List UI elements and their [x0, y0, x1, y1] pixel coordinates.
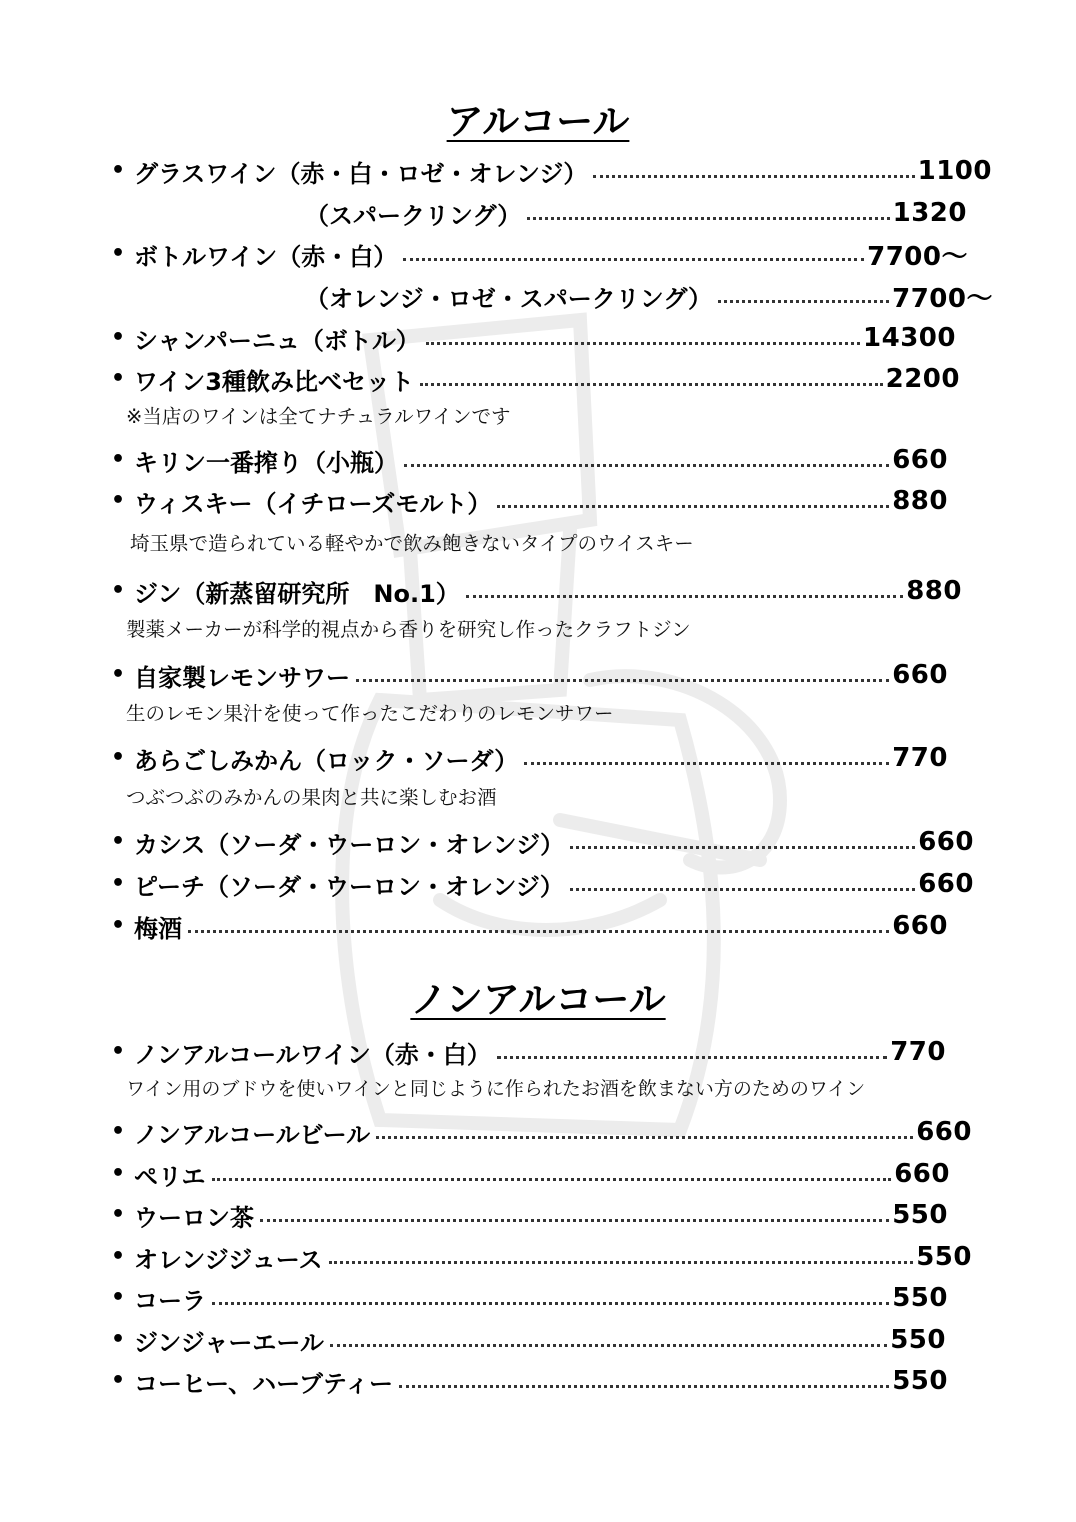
item-price: 550: [892, 1283, 948, 1313]
menu-item: • ジン（新蒸留研究所 No.1） 880: [111, 576, 962, 608]
item-price: 1320: [892, 198, 967, 228]
menu-item-variant: （オレンジ・ロゼ・スパークリング） 7700～: [305, 279, 993, 313]
item-price: 1100: [917, 156, 992, 186]
menu-item: • シャンパーニュ（ボトル） 14300: [111, 323, 956, 355]
dot-leader: [212, 1302, 889, 1305]
dot-leader: [718, 300, 889, 303]
menu-item: • グラスワイン（赤・白・ロゼ・オレンジ） 1100: [111, 156, 992, 188]
dot-leader: [376, 1136, 913, 1139]
item-price: 550: [890, 1325, 946, 1355]
menu-item: • 自家製レモンサワー 660: [111, 660, 948, 692]
dot-leader: [403, 258, 864, 261]
item-price: 660: [892, 660, 948, 690]
dot-leader: [497, 1056, 887, 1059]
dot-leader: [524, 762, 889, 765]
menu-item: • ペリエ 660: [111, 1159, 950, 1191]
dot-leader: [330, 1344, 887, 1347]
item-price: 880: [892, 486, 948, 516]
menu-item: • 梅酒 660: [111, 911, 948, 943]
menu-item: • オレンジジュース 550: [111, 1242, 972, 1274]
non-alcohol-heading: ノンアルコール: [410, 978, 666, 1021]
item-price: 660: [892, 445, 948, 475]
bullet-icon: •: [111, 158, 126, 183]
item-price: 660: [918, 869, 974, 899]
item-note: ※当店のワインは全てナチュラルワインです: [126, 405, 511, 428]
dot-leader: [212, 1178, 892, 1181]
alcohol-heading: アルコール: [446, 100, 630, 143]
dot-leader: [570, 888, 915, 891]
bullet-icon: •: [111, 1039, 126, 1064]
dot-leader: [466, 595, 903, 598]
dot-leader: [404, 464, 889, 467]
menu-item: • ノンアルコールビール 660: [111, 1117, 972, 1149]
item-price: 770: [892, 743, 948, 773]
dot-leader: [497, 505, 889, 508]
dot-leader: [593, 175, 914, 178]
menu-item: • ウィスキー（イチローズモルト） 880: [111, 486, 948, 518]
menu-item: • ウーロン茶 550: [111, 1200, 948, 1232]
item-price: 660: [892, 911, 948, 941]
dot-leader: [399, 1385, 889, 1388]
item-price: 660: [918, 827, 974, 857]
bullet-icon: •: [111, 829, 126, 854]
item-note: ワイン用のブドウを使いワインと同じように作られたお酒を飲まない方のためのワイン: [126, 1078, 866, 1100]
menu-item: • ジンジャーエール 550: [111, 1325, 946, 1357]
item-price: 880: [906, 576, 962, 606]
menu-item: • キリン一番搾り（小瓶） 660: [111, 445, 948, 477]
bullet-icon: •: [111, 366, 126, 391]
dot-leader: [570, 846, 915, 849]
bullet-icon: •: [111, 578, 126, 603]
item-price: 660: [916, 1117, 972, 1147]
dot-leader: [329, 1261, 914, 1264]
menu-item: • コーヒー、ハーブティー 550: [111, 1366, 948, 1398]
item-note: つぶつぶのみかんの果肉と共に楽しむお酒: [126, 786, 497, 809]
bullet-icon: •: [111, 1327, 126, 1352]
bullet-icon: •: [111, 1244, 126, 1269]
menu-item: • ノンアルコールワイン（赤・白） 770: [111, 1037, 946, 1069]
menu-item: • ピーチ（ソーダ・ウーロン・オレンジ） 660: [111, 869, 974, 901]
item-price: 770: [890, 1037, 946, 1067]
item-price: 550: [892, 1366, 948, 1396]
bullet-icon: •: [111, 325, 126, 350]
bullet-icon: •: [111, 488, 126, 513]
item-price: 7700～: [867, 241, 968, 272]
bullet-icon: •: [111, 1161, 126, 1186]
bullet-icon: •: [111, 1119, 126, 1144]
item-price: 2200: [885, 364, 960, 394]
item-price: 550: [916, 1242, 972, 1272]
dot-leader: [420, 383, 883, 386]
item-price: 660: [894, 1159, 950, 1189]
bullet-icon: •: [111, 1285, 126, 1310]
item-price: 550: [892, 1200, 948, 1230]
menu-item: • ボトルワイン（赤・白） 7700～: [134, 237, 968, 271]
bullet-icon: •: [111, 662, 126, 687]
bullet-icon: •: [111, 1368, 126, 1393]
menu-item: • あらごしみかん（ロック・ソーダ） 770: [111, 743, 948, 775]
item-price: 7700～: [892, 283, 993, 314]
dot-leader: [188, 930, 889, 933]
item-note: 生のレモン果汁を使って作ったこだわりのレモンサワー: [126, 702, 614, 725]
bullet-icon: •: [111, 241, 126, 266]
menu-item: • カシス（ソーダ・ウーロン・オレンジ） 660: [111, 827, 974, 859]
menu-item-variant: （スパークリング） 1320: [305, 198, 967, 230]
item-price: 14300: [863, 323, 956, 353]
menu-item: • ワイン3種飲み比べセット 2200: [111, 364, 960, 396]
dot-leader: [426, 342, 860, 345]
bullet-icon: •: [111, 1202, 126, 1227]
bullet-icon: •: [111, 913, 126, 938]
dot-leader: [260, 1219, 889, 1222]
menu-item: • コーラ 550: [111, 1283, 948, 1315]
bullet-icon: •: [111, 745, 126, 770]
item-note: 製薬メーカーが科学的視点から香りを研究し作ったクラフトジン: [126, 618, 691, 641]
dot-leader: [527, 217, 889, 220]
item-note: 埼玉県で造られている軽やかで飲み飽きないタイプのウイスキー: [130, 532, 694, 555]
bullet-icon: •: [111, 447, 126, 472]
dot-leader: [356, 679, 889, 682]
bullet-icon: •: [111, 871, 126, 896]
